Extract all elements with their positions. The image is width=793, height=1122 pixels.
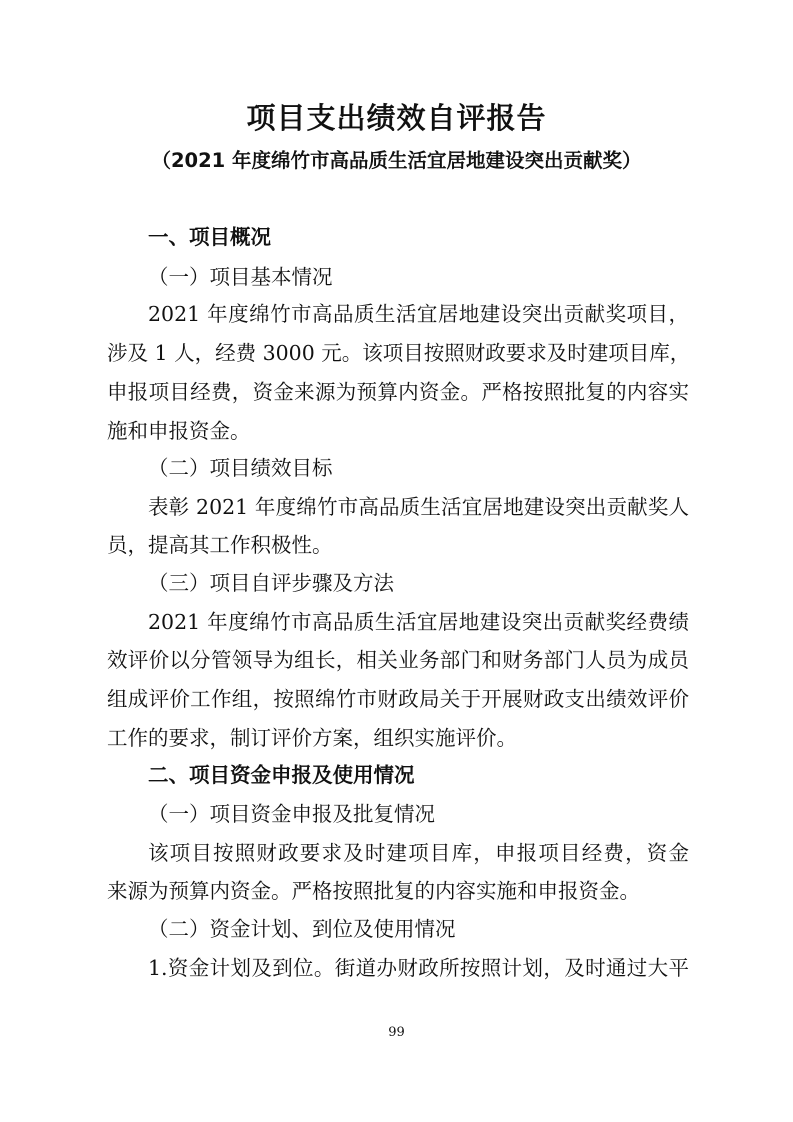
page-subtitle: （2021 年度绵竹市高品质生活宜居地建设突出贡献奖） (151, 149, 642, 172)
paragraph-line: 该项目按照财政要求及时建项目库，申报项目经费，资金 (148, 841, 689, 865)
paragraph-line: 施和申报资金。 (107, 419, 251, 443)
paragraph-line: 2021 年度绵竹市高品质生活宜居地建设突出贡献奖经费绩 (148, 610, 689, 634)
section-heading-project-overview: 一、项目概况 (148, 225, 271, 249)
paragraph-line: 效评价以分管领导为组长，相关业务部门和财务部门人员为成员 (107, 648, 689, 672)
subsection-heading-performance-goal: （二）项目绩效目标 (148, 456, 333, 480)
paragraph-line: 工作的要求，制订评价方案，组织实施评价。 (107, 726, 517, 750)
paragraph-line: 申报项目经费，资金来源为预算内资金。严格按照批复的内容实 (107, 380, 689, 404)
paragraph-line: 组成评价工作组，按照绵竹市财政局关于开展财政支出绩效评价 (107, 687, 689, 711)
paragraph-line: 表彰 2021 年度绵竹市高品质生活宜居地建设突出贡献奖人 (148, 495, 689, 519)
page-number: 99 (388, 1025, 405, 1040)
subsection-heading-evaluation-method: （三）项目自评步骤及方法 (148, 571, 394, 595)
subsection-heading-funding-plan: （二）资金计划、到位及使用情况 (148, 917, 456, 941)
subsection-heading-basic-info: （一）项目基本情况 (148, 265, 333, 289)
page-title: 项目支出绩效自评报告 (246, 101, 547, 135)
paragraph-line: 涉及 1 人，经费 3000 元。该项目按照财政要求及时建项目库， (107, 341, 691, 365)
section-heading-funding: 二、项目资金申报及使用情况 (148, 763, 415, 787)
paragraph-line: 1.资金计划及到位。街道办财政所按照计划，及时通过大平 (148, 956, 689, 980)
paragraph-line: 员，提高其工作积极性。 (107, 533, 333, 557)
paragraph-line: 2021 年度绵竹市高品质生活宜居地建设突出贡献奖项目， (148, 302, 689, 326)
paragraph-line: 来源为预算内资金。严格按照批复的内容实施和申报资金。 (107, 879, 640, 903)
subsection-heading-funding-approval: （一）项目资金申报及批复情况 (148, 802, 435, 826)
